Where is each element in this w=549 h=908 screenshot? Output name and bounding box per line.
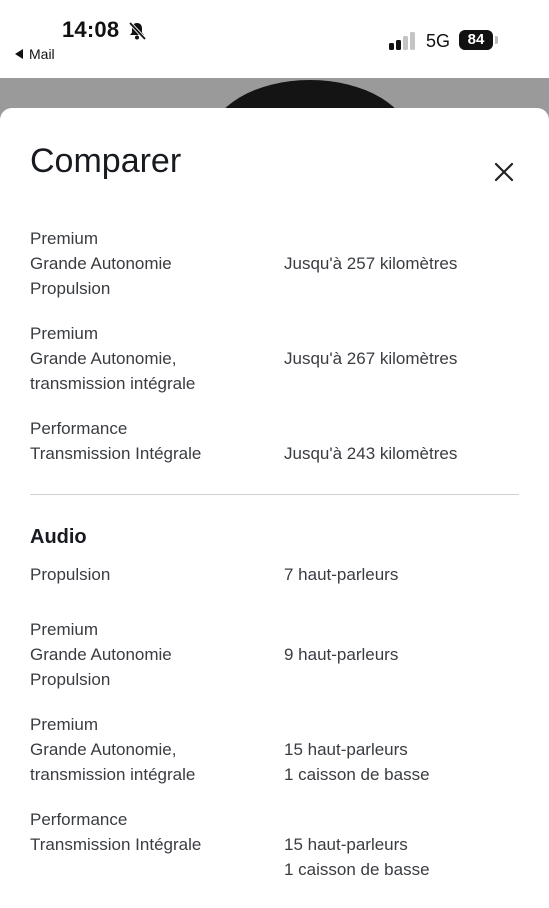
audio-row-value: 9 haut-parleurs bbox=[284, 645, 399, 664]
back-to-mail-button[interactable] bbox=[15, 46, 55, 62]
range-row-value: Jusqu'à 267 kilomètres bbox=[284, 349, 458, 368]
battery-level: 84 bbox=[467, 31, 485, 48]
range-row-value: Jusqu'à 257 kilomètres bbox=[284, 254, 458, 273]
range-row-label: Performance Transmission Intégrale bbox=[30, 419, 202, 463]
back-triangle-icon bbox=[15, 49, 23, 59]
audio-section-title: Audio bbox=[30, 526, 87, 548]
audio-row-value: 15 haut-parleurs 1 caisson de basse bbox=[284, 740, 430, 784]
status-time: 14:08 bbox=[62, 17, 120, 42]
cellular-signal-icon bbox=[389, 30, 419, 50]
audio-row-value: 7 haut-parleurs bbox=[284, 565, 399, 584]
range-row-value: Jusqu'à 243 kilomètres bbox=[284, 444, 458, 463]
network-type: 5G bbox=[426, 31, 451, 51]
close-icon[interactable] bbox=[492, 160, 516, 184]
status-bar bbox=[0, 0, 549, 78]
page-title: Comparer bbox=[30, 142, 182, 180]
section-divider bbox=[30, 494, 519, 495]
audio-row-label: Premium Grande Autonomie, transmission intégrale bbox=[30, 715, 196, 784]
back-label: Mail bbox=[29, 46, 55, 62]
audio-row-label: Performance Transmission Intégrale bbox=[30, 810, 202, 854]
audio-row-label: Premium Grande Autonomie Propulsion bbox=[30, 620, 172, 689]
battery-tip bbox=[495, 36, 498, 44]
range-row-label: Premium Grande Autonomie Propulsion bbox=[30, 229, 172, 298]
audio-row-value: 15 haut-parleurs 1 caisson de basse bbox=[284, 835, 430, 879]
audio-row-label: Propulsion bbox=[30, 565, 111, 584]
bell-muted-icon bbox=[127, 21, 147, 41]
range-row-label: Premium Grande Autonomie, transmission intégrale bbox=[30, 324, 196, 393]
battery-icon bbox=[459, 30, 493, 50]
